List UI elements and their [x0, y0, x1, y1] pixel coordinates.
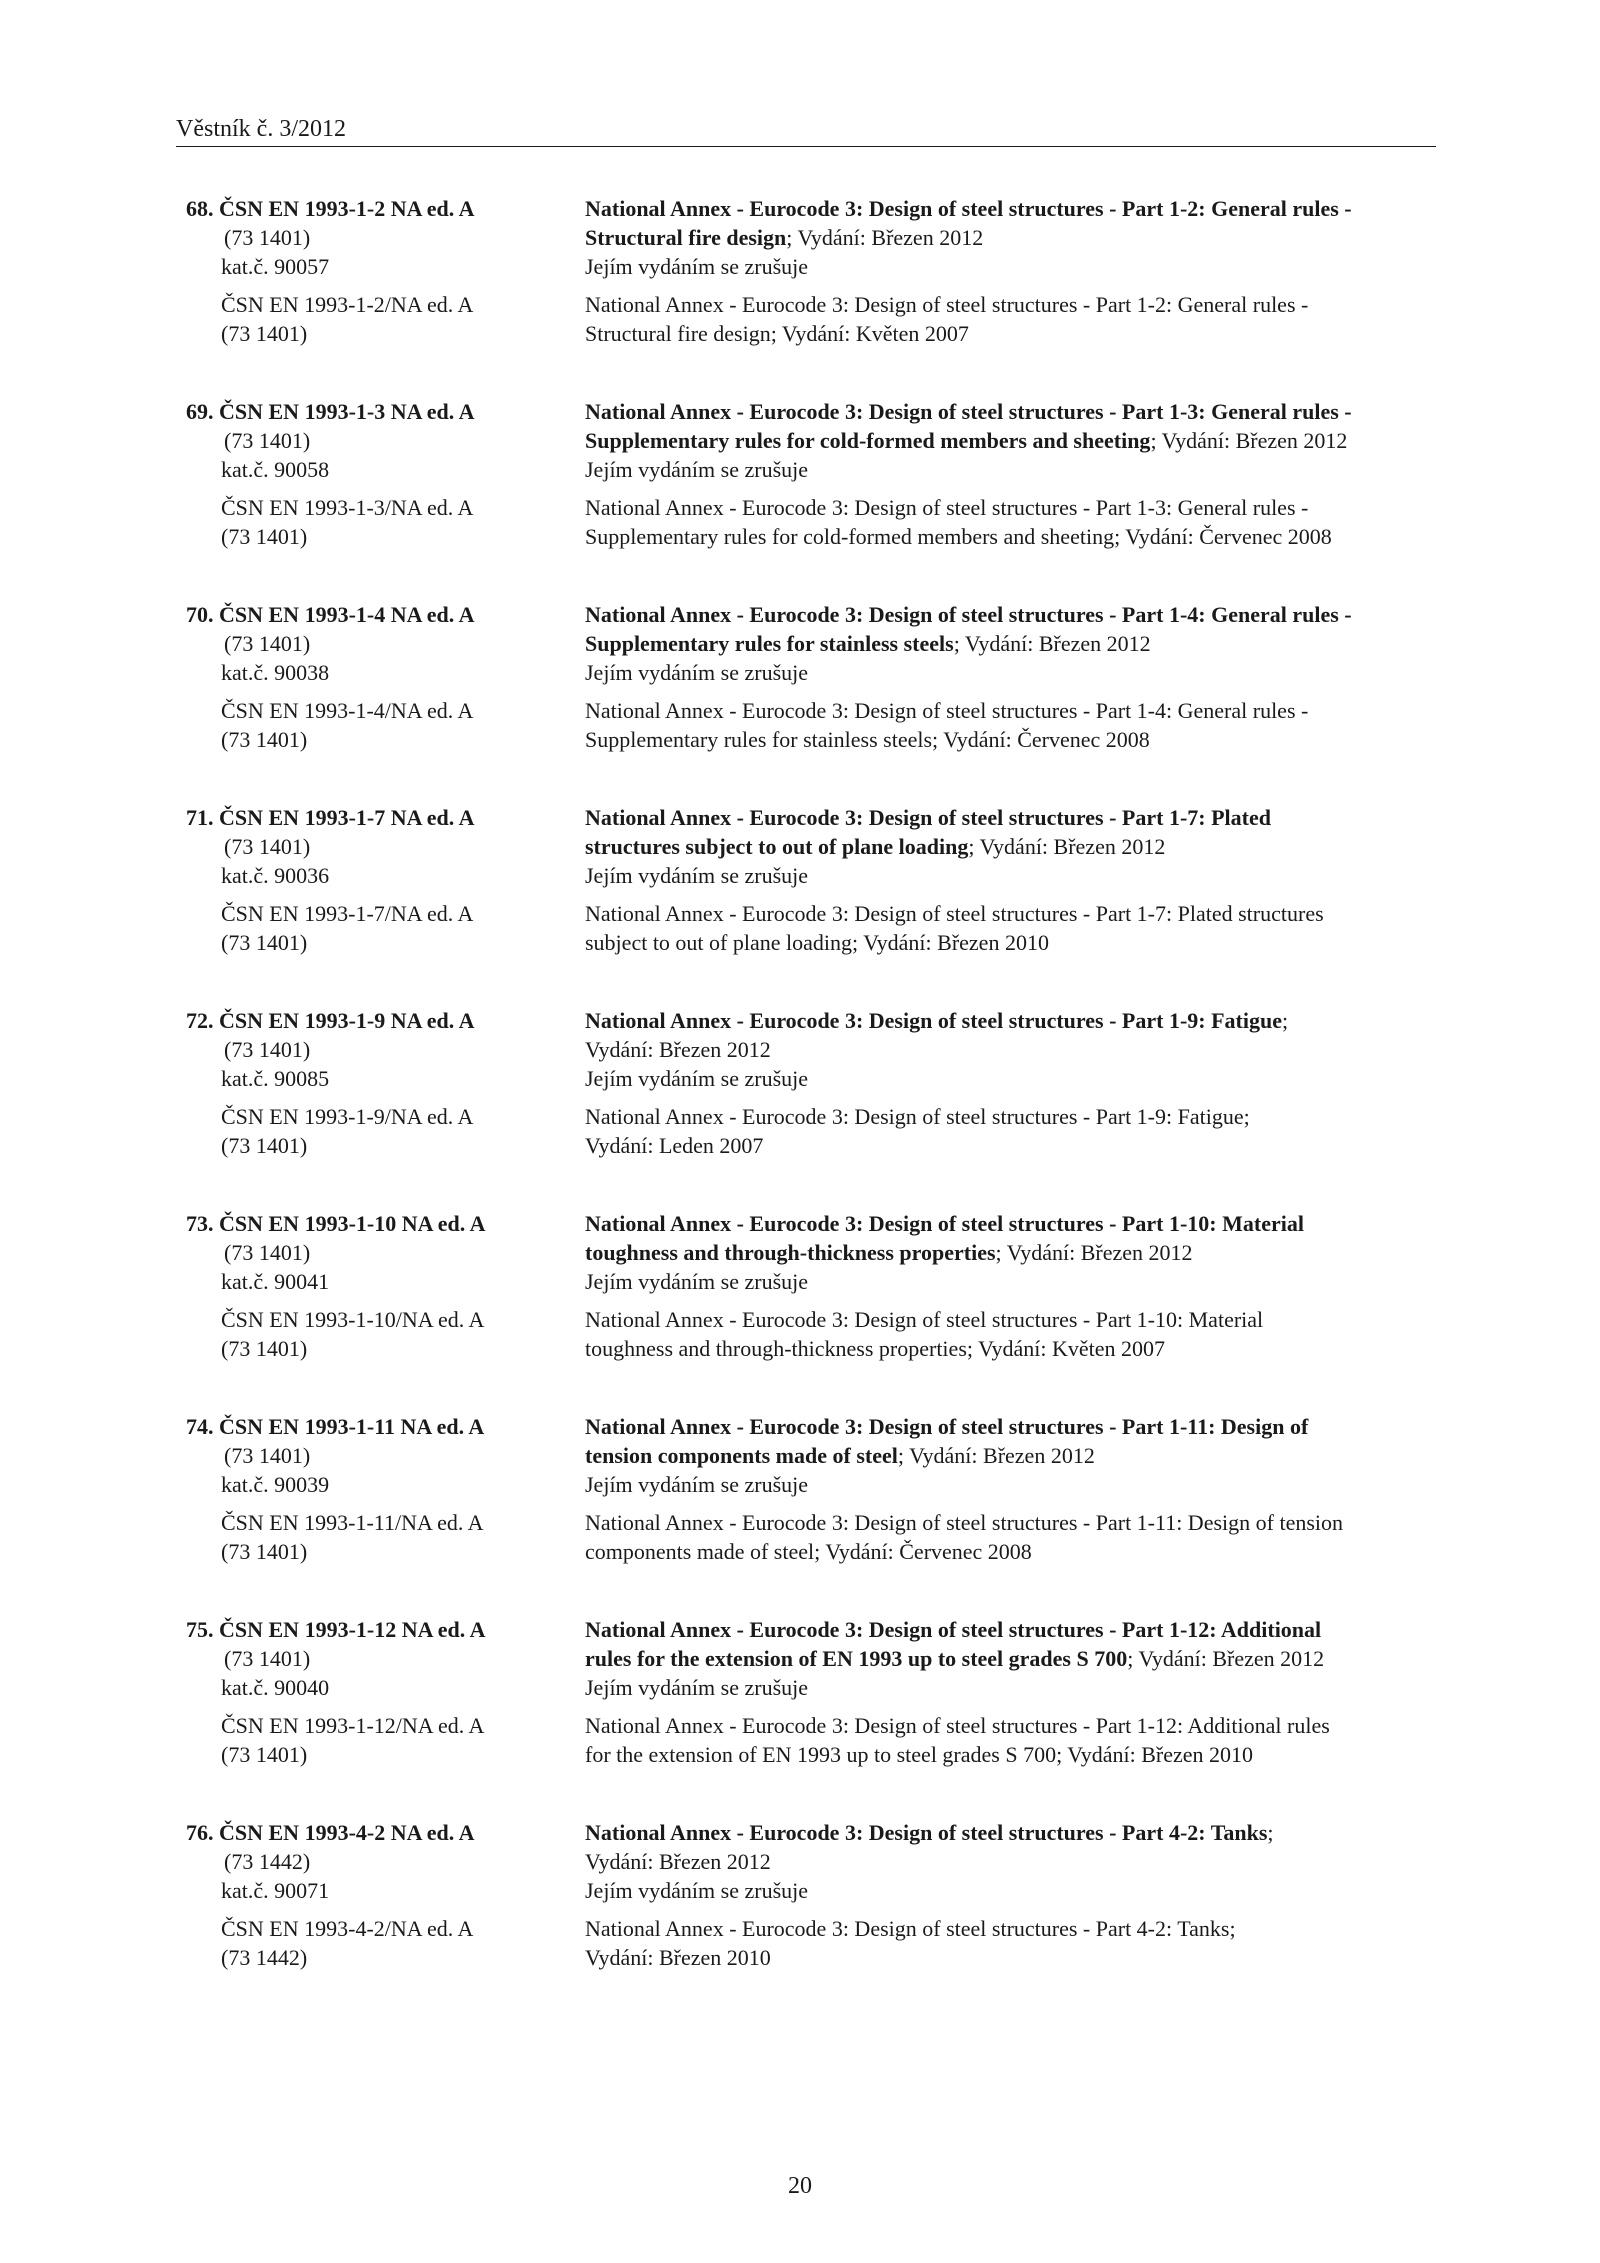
- replaced-title: National Annex - Eurocode 3: Design of steel structures - Part 1-2: General rules -: [585, 292, 1309, 317]
- issue-date: ; Vydání: Březen 2012: [1127, 1646, 1325, 1671]
- replaced-class-code: (73 1401): [221, 727, 308, 752]
- entry-number: 76.: [186, 1820, 214, 1845]
- issue-date: ; Vydání: Březen 2012: [786, 225, 984, 250]
- standard-title: National Annex - Eurocode 3: Design of steel structures - Part 1-9: Fatigue: [585, 1008, 1282, 1033]
- replaced-standard-code: ČSN EN 1993-1-9/NA ed. A: [221, 1104, 474, 1129]
- issue-date: Vydání: Březen 2012: [585, 1849, 771, 1874]
- header-rule: [176, 146, 1436, 147]
- standard-title: National Annex - Eurocode 3: Design of steel structures - Part 1-11: Design of: [585, 1414, 1309, 1439]
- standard-code: ČSN EN 1993-1-3 NA ed. A: [219, 399, 475, 424]
- entry-identifiers: [186, 1818, 566, 1972]
- replaced-title-cont: subject to out of plane loading; Vydání: Březen 2010: [585, 930, 1049, 955]
- standard-entry-68: [0, 194, 1600, 397]
- replaced-standard-code: ČSN EN 1993-1-10/NA ed. A: [221, 1307, 485, 1332]
- replaced-standard-code: ČSN EN 1993-1-2/NA ed. A: [221, 292, 474, 317]
- replaced-class-code: (73 1401): [221, 1133, 308, 1158]
- replaced-class-code: (73 1401): [221, 1336, 308, 1361]
- standard-entry-73: [0, 1209, 1600, 1412]
- entry-identifiers: [186, 1006, 566, 1160]
- standard-title-cont: Structural fire design: [585, 225, 787, 250]
- standard-code: ČSN EN 1993-1-12 NA ed. A: [219, 1617, 486, 1642]
- entry-number: 73.: [186, 1211, 214, 1236]
- standard-title: National Annex - Eurocode 3: Design of steel structures - Part 1-2: General rules -: [585, 196, 1352, 221]
- standards-list: [0, 194, 1600, 2021]
- entry-description: [585, 600, 1445, 754]
- entry-identifiers: [186, 397, 566, 551]
- standard-title-cont: Supplementary rules for cold-formed members and sheeting: [585, 428, 1151, 453]
- catalog-number: kat.č. 90040: [221, 1675, 330, 1700]
- replaced-title-cont: toughness and through-thickness properties; Vydání: Květen 2007: [585, 1336, 1166, 1361]
- replaced-standard-code: ČSN EN 1993-1-3/NA ed. A: [221, 495, 474, 520]
- catalog-number: kat.č. 90058: [221, 457, 330, 482]
- standard-code: ČSN EN 1993-1-4 NA ed. A: [219, 602, 475, 627]
- replaced-title: National Annex - Eurocode 3: Design of steel structures - Part 1-11: Design of tension: [585, 1510, 1344, 1535]
- standard-code: ČSN EN 1993-1-2 NA ed. A: [219, 196, 475, 221]
- entry-identifiers: [186, 803, 566, 957]
- entry-number: 69.: [186, 399, 214, 424]
- standard-entry-72: [0, 1006, 1600, 1209]
- catalog-number: kat.č. 90085: [221, 1066, 330, 1091]
- page-number: 20: [788, 2173, 812, 2199]
- replaced-class-code: (73 1401): [221, 1742, 308, 1767]
- class-code: (73 1401): [224, 631, 311, 656]
- replaced-title-cont: for the extension of EN 1993 up to steel grades S 700; Vydání: Březen 2010: [585, 1742, 1254, 1767]
- replaced-title-cont: Supplementary rules for cold-formed members and sheeting; Vydání: Červenec 2008: [585, 524, 1332, 549]
- standard-title-cont: toughness and through-thickness properties: [585, 1240, 996, 1265]
- entry-number: 75.: [186, 1617, 214, 1642]
- cancellation-note: Jejím vydáním se zrušuje: [585, 1472, 809, 1497]
- catalog-number: kat.č. 90071: [221, 1878, 330, 1903]
- standard-entry-70: [0, 600, 1600, 803]
- standard-entry-69: [0, 397, 1600, 600]
- entry-identifiers: [186, 600, 566, 754]
- standard-title: National Annex - Eurocode 3: Design of steel structures - Part 4-2: Tanks: [585, 1820, 1268, 1845]
- standard-title: National Annex - Eurocode 3: Design of steel structures - Part 1-7: Plated: [585, 805, 1271, 830]
- standard-title: National Annex - Eurocode 3: Design of steel structures - Part 1-4: General rules -: [585, 602, 1352, 627]
- replaced-class-code: (73 1442): [221, 1945, 308, 1970]
- standard-title-cont: Supplementary rules for stainless steels: [585, 631, 954, 656]
- entry-number: 68.: [186, 196, 214, 221]
- cancellation-note: Jejím vydáním se zrušuje: [585, 254, 809, 279]
- entry-description: [585, 1412, 1445, 1566]
- replaced-title-cont: components made of steel; Vydání: Červenec 2008: [585, 1539, 1032, 1564]
- class-code: (73 1401): [224, 1443, 311, 1468]
- standard-title-cont: tension components made of steel: [585, 1443, 898, 1468]
- replaced-title: National Annex - Eurocode 3: Design of steel structures - Part 1-3: General rules -: [585, 495, 1309, 520]
- standard-entry-75: [0, 1615, 1600, 1818]
- standard-code: ČSN EN 1993-1-11 NA ed. A: [219, 1414, 485, 1439]
- replaced-title: National Annex - Eurocode 3: Design of steel structures - Part 1-4: General rules -: [585, 698, 1309, 723]
- replaced-class-code: (73 1401): [221, 930, 308, 955]
- cancellation-note: Jejím vydáním se zrušuje: [585, 1269, 809, 1294]
- class-code: (73 1401): [224, 1240, 311, 1265]
- replaced-title-cont: Vydání: Březen 2010: [585, 1945, 771, 1970]
- class-code: (73 1401): [224, 225, 311, 250]
- standard-entry-71: [0, 803, 1600, 1006]
- catalog-number: kat.č. 90041: [221, 1269, 330, 1294]
- entry-identifiers: [186, 1615, 566, 1769]
- issue-date: Vydání: Březen 2012: [585, 1037, 771, 1062]
- replaced-standard-code: ČSN EN 1993-1-4/NA ed. A: [221, 698, 474, 723]
- replaced-standard-code: ČSN EN 1993-1-11/NA ed. A: [221, 1510, 484, 1535]
- issue-date: ; Vydání: Březen 2012: [897, 1443, 1095, 1468]
- entry-description: [585, 194, 1445, 348]
- class-code: (73 1442): [224, 1849, 311, 1874]
- entry-identifiers: [186, 194, 566, 348]
- class-code: (73 1401): [224, 1037, 311, 1062]
- replaced-class-code: (73 1401): [221, 524, 308, 549]
- cancellation-note: Jejím vydáním se zrušuje: [585, 660, 809, 685]
- catalog-number: kat.č. 90038: [221, 660, 330, 685]
- title-punctuation: ;: [1282, 1008, 1289, 1033]
- standard-title-cont: structures subject to out of plane loading: [585, 834, 969, 859]
- standard-title-cont: rules for the extension of EN 1993 up to steel grades S 700: [585, 1646, 1128, 1671]
- entry-description: [585, 1615, 1445, 1769]
- replaced-standard-code: ČSN EN 1993-4-2/NA ed. A: [221, 1916, 474, 1941]
- issue-date: ; Vydání: Březen 2012: [995, 1240, 1193, 1265]
- standard-title: National Annex - Eurocode 3: Design of steel structures - Part 1-3: General rules -: [585, 399, 1352, 424]
- catalog-number: kat.č. 90057: [221, 254, 330, 279]
- issue-date: ; Vydání: Březen 2012: [1150, 428, 1348, 453]
- standard-entry-76: [0, 1818, 1600, 2021]
- entry-description: [585, 803, 1445, 957]
- standard-code: ČSN EN 1993-1-7 NA ed. A: [219, 805, 475, 830]
- standard-entry-74: [0, 1412, 1600, 1615]
- catalog-number: kat.č. 90039: [221, 1472, 330, 1497]
- replaced-class-code: (73 1401): [221, 321, 308, 346]
- replaced-standard-code: ČSN EN 1993-1-7/NA ed. A: [221, 901, 474, 926]
- standard-title: National Annex - Eurocode 3: Design of steel structures - Part 1-10: Material: [585, 1211, 1304, 1236]
- entry-description: [585, 1209, 1445, 1363]
- replaced-title: National Annex - Eurocode 3: Design of steel structures - Part 1-9: Fatigue;: [585, 1104, 1250, 1129]
- replaced-title: National Annex - Eurocode 3: Design of steel structures - Part 4-2: Tanks;: [585, 1916, 1236, 1941]
- entry-identifiers: [186, 1209, 566, 1363]
- standard-title: National Annex - Eurocode 3: Design of steel structures - Part 1-12: Additional: [585, 1617, 1322, 1642]
- cancellation-note: Jejím vydáním se zrušuje: [585, 1878, 809, 1903]
- replaced-title: National Annex - Eurocode 3: Design of steel structures - Part 1-7: Plated structures: [585, 901, 1324, 926]
- cancellation-note: Jejím vydáním se zrušuje: [585, 457, 809, 482]
- entry-description: [585, 1818, 1445, 1972]
- cancellation-note: Jejím vydáním se zrušuje: [585, 1675, 809, 1700]
- entry-number: 74.: [186, 1414, 214, 1439]
- class-code: (73 1401): [224, 834, 311, 859]
- replaced-title-cont: Vydání: Leden 2007: [585, 1133, 764, 1158]
- catalog-number: kat.č. 90036: [221, 863, 330, 888]
- standard-code: ČSN EN 1993-1-10 NA ed. A: [219, 1211, 486, 1236]
- standard-code: ČSN EN 1993-1-9 NA ed. A: [219, 1008, 475, 1033]
- replaced-class-code: (73 1401): [221, 1539, 308, 1564]
- entry-identifiers: [186, 1412, 566, 1566]
- entry-description: [585, 397, 1445, 551]
- class-code: (73 1401): [224, 428, 311, 453]
- replaced-title-cont: Supplementary rules for stainless steels; Vydání: Červenec 2008: [585, 727, 1150, 752]
- title-punctuation: ;: [1267, 1820, 1274, 1845]
- replaced-title: National Annex - Eurocode 3: Design of steel structures - Part 1-10: Material: [585, 1307, 1264, 1332]
- entry-number: 70.: [186, 602, 214, 627]
- entry-number: 72.: [186, 1008, 214, 1033]
- entry-number: 71.: [186, 805, 214, 830]
- issue-date: ; Vydání: Březen 2012: [953, 631, 1151, 656]
- class-code: (73 1401): [224, 1646, 311, 1671]
- replaced-title-cont: Structural fire design; Vydání: Květen 2007: [585, 321, 969, 346]
- entry-description: [585, 1006, 1445, 1160]
- replaced-standard-code: ČSN EN 1993-1-12/NA ed. A: [221, 1713, 485, 1738]
- replaced-title: National Annex - Eurocode 3: Design of steel structures - Part 1-12: Additional rules: [585, 1713, 1330, 1738]
- standard-code: ČSN EN 1993-4-2 NA ed. A: [219, 1820, 475, 1845]
- cancellation-note: Jejím vydáním se zrušuje: [585, 1066, 809, 1091]
- cancellation-note: Jejím vydáním se zrušuje: [585, 863, 809, 888]
- running-header: Věstník č. 3/2012: [176, 116, 346, 142]
- issue-date: ; Vydání: Březen 2012: [968, 834, 1166, 859]
